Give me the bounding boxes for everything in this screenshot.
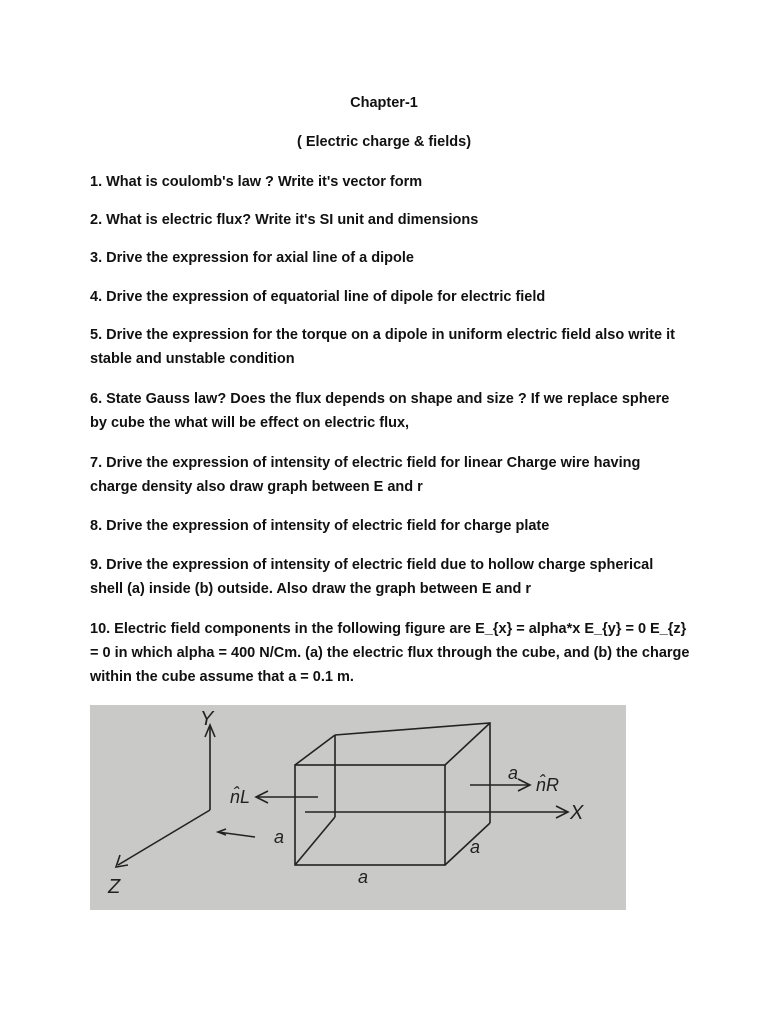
question-4: 4. Drive the expression of equatorial line of dipole for electric field [90,289,546,305]
question-3: 3. Drive the expression for axial line of a dipole [90,250,414,266]
normal-left-label: n̂L [230,787,251,807]
cube-front-face [295,765,445,865]
cube-edge-bottom-left [295,817,335,865]
question-7: 7. Drive the expression of intensity of electric field for linear Charge wire having charge density also draw graph between E and r [90,455,641,495]
cube-diagram [90,705,626,910]
question-6: 6. State Gauss law? Does the flux depends on shape and size ? If we replace sphere by cube the what will be effect on electric flux, [90,391,670,431]
question-5: 5. Drive the expression for the torque on a dipole in uniform electric field also write it stable and unstable condition [90,327,675,367]
y-axis-label: Y [200,708,214,730]
chapter-title: Chapter-1 [350,95,418,111]
cube-edge-bottom-right [445,823,490,865]
question-9: 9. Drive the expression of intensity of electric field due to hollow charge spherical shell (a) inside (b) outside. Also draw the graph between E and r [90,557,654,597]
question-1: 1. What is coulomb's law ? Write it's vector form [90,174,423,190]
question-2: 2. What is electric flux? Write it's SI unit and dimensions [90,212,479,228]
cube-back-edges [335,723,490,823]
side-a-label-depth: a [470,837,481,857]
chapter-topic: ( Electric charge & fields) [296,134,472,150]
cube-figure [90,705,626,910]
question-10: 10. Electric field components in the following figure are E_{x} = alpha*x E_{y} = 0 E_{z} = 0 in which alpha = 400 N/Cm. (a) the electric flux through the cube, and (b) the charge within the cube assume that a = 0.1 m. [90,621,690,685]
cube-edge-top-left [295,735,335,765]
z-axis-line [118,810,210,865]
question-8: 8. Drive the expression of intensity of electric field for charge plate [90,518,550,534]
normal-right-label: n̂R [536,775,560,795]
side-a-label-bottom: a [358,867,369,887]
x-axis-label: X [570,802,584,824]
side-a-label-top: a [508,763,519,783]
side-a-label-left: a [274,827,285,847]
cube-edge-top-right [445,723,490,765]
z-axis-label: Z [108,876,121,898]
